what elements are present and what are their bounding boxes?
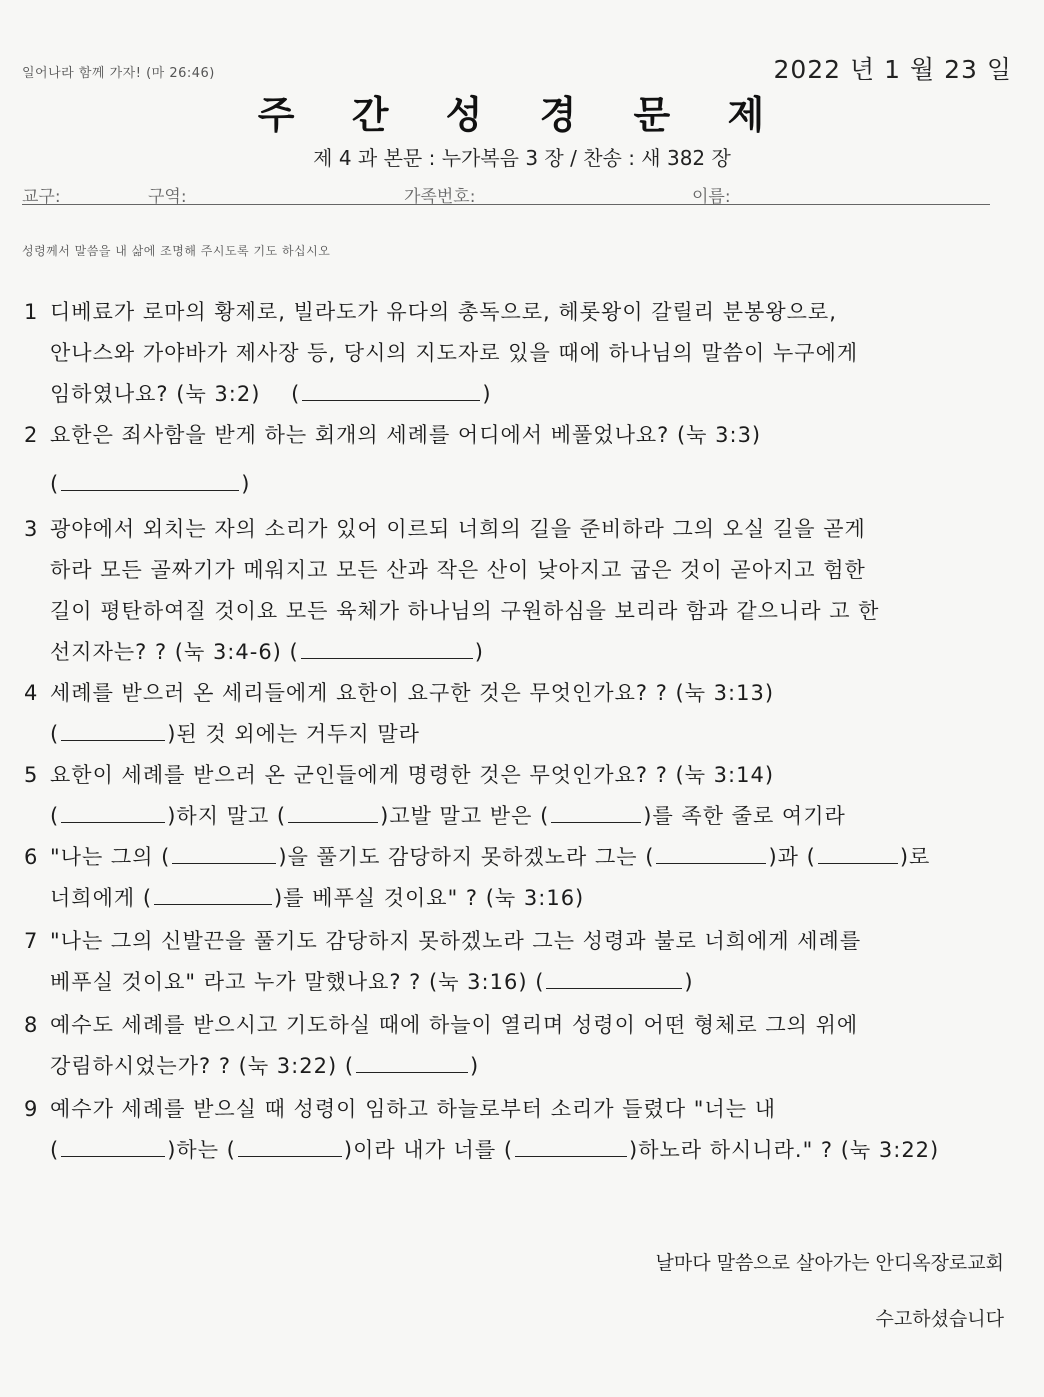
question-number: 1 bbox=[24, 300, 39, 324]
question-text: 광야에서 외치는 자의 소리가 있어 이르되 너희의 길을 준비하라 그의 오실 길을 곧게 bbox=[50, 517, 866, 541]
thanks-note: 수고하셨습니다 bbox=[875, 1308, 1004, 1330]
question-5: 5 요한이 세례를 받으러 온 군인들에게 명령한 것은 무엇인가요? ? (눅 3:14) ( )하지 말고 ( )고발 말고 받은 ( )를 족한 줄로 여기라 bbox=[24, 755, 1014, 837]
answer-blank[interactable] bbox=[301, 632, 473, 659]
answer-blank[interactable] bbox=[288, 796, 378, 823]
answer-blank[interactable] bbox=[238, 1130, 342, 1157]
answer-blank[interactable] bbox=[61, 796, 165, 823]
question-text: 하지 말고 bbox=[176, 804, 270, 828]
question-text: 하라 모든 골짜기가 메워지고 모든 산과 작은 산이 낮아지고 굽은 것이 곧아지고 험한 bbox=[50, 558, 866, 582]
district-label: 구역: bbox=[148, 187, 187, 207]
question-text: 너희에게 bbox=[50, 886, 136, 910]
question-text: 베푸실 것이요" 라고 누가 말했나요? ? (눅 3:16) bbox=[50, 970, 528, 994]
question-text: 강림하시었는가? ? (눅 3:22) bbox=[50, 1054, 338, 1078]
question-number: 3 bbox=[24, 517, 39, 541]
question-text: 요한은 죄사함을 받게 하는 회개의 세례를 어디에서 베풀었나요? (눅 3:3) bbox=[50, 423, 762, 447]
question-7: 7 "나는 그의 신발끈을 풀기도 감당하지 못하겠노라 그는 성령과 불로 너희에게 세례를 베푸실 것이요" 라고 누가 말했나요? ? (눅 3:16) ( ) bbox=[24, 921, 1014, 1003]
answer-blank[interactable] bbox=[551, 796, 641, 823]
answer-blank[interactable] bbox=[61, 464, 239, 491]
date: 2022 년 1 월 23 일 bbox=[773, 55, 1012, 84]
question-text: 길이 평탄하여질 것이요 모든 육체가 하나님의 구원하심을 보리라 함과 같으니라 고 한 bbox=[50, 599, 880, 623]
question-text: 요한이 세례를 받으러 온 군인들에게 명령한 것은 무엇인가요? ? (눅 3:14) bbox=[50, 763, 775, 787]
answer-blank[interactable] bbox=[546, 962, 682, 989]
question-number: 5 bbox=[24, 763, 39, 787]
family-number-label: 가족번호: bbox=[404, 187, 476, 207]
question-list bbox=[24, 292, 1014, 1171]
question-text: 하노라 하시니라." ? (눅 3:22) bbox=[638, 1138, 940, 1162]
name-label: 이름: bbox=[692, 187, 731, 207]
parish-label: 교구: bbox=[22, 187, 61, 207]
question-4: 4 세례를 받으러 온 세리들에게 요한이 요구한 것은 무엇인가요? ? (눅 3:13) ( )된 것 외에는 거두지 말라 bbox=[24, 673, 1014, 755]
question-text: "나는 그의 bbox=[50, 845, 154, 869]
prayer-instruction: 성령께서 말씀을 내 삶에 조명해 주시도록 기도 하십시오 bbox=[22, 244, 331, 258]
question-text: 디베료가 로마의 황제로, 빌라도가 유다의 총독으로, 헤롯왕이 갈릴리 분봉왕으로, bbox=[50, 300, 837, 324]
question-text: "나는 그의 신발끈을 풀기도 감당하지 못하겠노라 그는 성령과 불로 너희에게 세례를 bbox=[50, 929, 862, 953]
question-text: 세례를 받으러 온 세리들에게 요한이 요구한 것은 무엇인가요? ? (눅 3:13) bbox=[50, 681, 775, 705]
motto: 일어나라 함께 가자! (마 26:46) bbox=[22, 66, 215, 81]
answer-blank[interactable] bbox=[61, 714, 165, 741]
question-6: 6 "나는 그의 ( )을 풀기도 감당하지 못하겠노라 그는 ( )과 ( )로 너희에게 ( )를 베푸실 것이요" ? (눅 3:16) bbox=[24, 837, 1014, 919]
question-2: 2 요한은 죄사함을 받게 하는 회개의 세례를 어디에서 베풀었나요? (눅 3:3) ( ) bbox=[24, 415, 1014, 505]
question-text: 과 bbox=[777, 845, 799, 869]
answer-blank[interactable] bbox=[302, 374, 480, 401]
question-number: 6 bbox=[24, 845, 39, 869]
question-1: 1 디베료가 로마의 황제로, 빌라도가 유다의 총독으로, 헤롯왕이 갈릴리 분봉왕으로, 안나스와 가야바가 제사장 등, 당시의 지도자로 있을 때에 하나님의 말씀이 누구에게 임하였나요? (눅 3:2) ( ) bbox=[24, 292, 1014, 415]
answer-blank[interactable] bbox=[656, 837, 766, 864]
question-number: 2 bbox=[24, 423, 39, 447]
question-number: 7 bbox=[24, 929, 39, 953]
question-text: 를 베푸실 것이요" ? (눅 3:16) bbox=[283, 886, 585, 910]
question-text: 된 것 외에는 거두지 말라 bbox=[176, 722, 420, 746]
question-text: 을 풀기도 감당하지 못하겠노라 그는 bbox=[287, 845, 638, 869]
page-title: 주 간 성 경 문 제 bbox=[257, 93, 787, 137]
question-8: 8 예수도 세례를 받으시고 기도하실 때에 하늘이 열리며 성령이 어떤 형체로 그의 위에 강림하시었는가? ? (눅 3:22) ( ) bbox=[24, 1005, 1014, 1087]
question-text: 하는 bbox=[176, 1138, 219, 1162]
question-text: 선지자는? ? (눅 3:4-6) bbox=[50, 640, 282, 664]
question-text: 고발 말고 받은 bbox=[389, 804, 533, 828]
info-row bbox=[22, 180, 990, 205]
answer-blank[interactable] bbox=[154, 878, 272, 905]
question-number: 8 bbox=[24, 1013, 39, 1037]
question-number: 9 bbox=[24, 1097, 39, 1121]
answer-blank[interactable] bbox=[515, 1130, 627, 1157]
question-number: 4 bbox=[24, 681, 39, 705]
lesson-subtitle: 제 4 과 본문 : 누가복음 3 장 / 찬송 : 새 382 장 bbox=[313, 146, 731, 170]
question-text: 안나스와 가야바가 제사장 등, 당시의 지도자로 있을 때에 하나님의 말씀이 누구에게 bbox=[50, 341, 859, 365]
church-name: 날마다 말씀으로 살아가는 안디옥장로교회 bbox=[655, 1252, 1004, 1274]
answer-blank[interactable] bbox=[61, 1130, 165, 1157]
answer-blank[interactable] bbox=[172, 837, 276, 864]
question-text: 예수도 세례를 받으시고 기도하실 때에 하늘이 열리며 성령이 어떤 형체로 그의 위에 bbox=[50, 1013, 859, 1037]
question-text: 이라 내가 너를 bbox=[353, 1138, 497, 1162]
answer-blank[interactable] bbox=[818, 837, 898, 864]
answer-blank[interactable] bbox=[356, 1046, 468, 1073]
question-9: 9 예수가 세례를 받으실 때 성령이 임하고 하늘로부터 소리가 들렸다 "너는 내 ( )하는 ( )이라 내가 너를 ( )하노라 하시니라." ? (눅 3:22) bbox=[24, 1089, 1014, 1171]
question-text: 로 bbox=[909, 845, 931, 869]
question-3: 3 광야에서 외치는 자의 소리가 있어 이르되 너희의 길을 준비하라 그의 오실 길을 곧게 하라 모든 골짜기가 메워지고 모든 산과 작은 산이 낮아지고 굽은 것이 곧아지고 험한 길이 평탄하여질 것이요 모든 육체가 하나님의 구원하심을 보리라 함과 같으니라 고 한 선지자는? ? (눅 3:4-6) ( ) bbox=[24, 509, 1014, 673]
question-text: 예수가 세례를 받으실 때 성령이 임하고 하늘로부터 소리가 들렸다 "너는 내 bbox=[50, 1097, 776, 1121]
question-text: 임하였나요? (눅 3:2) bbox=[50, 382, 261, 406]
question-text: 를 족한 줄로 여기라 bbox=[652, 804, 846, 828]
